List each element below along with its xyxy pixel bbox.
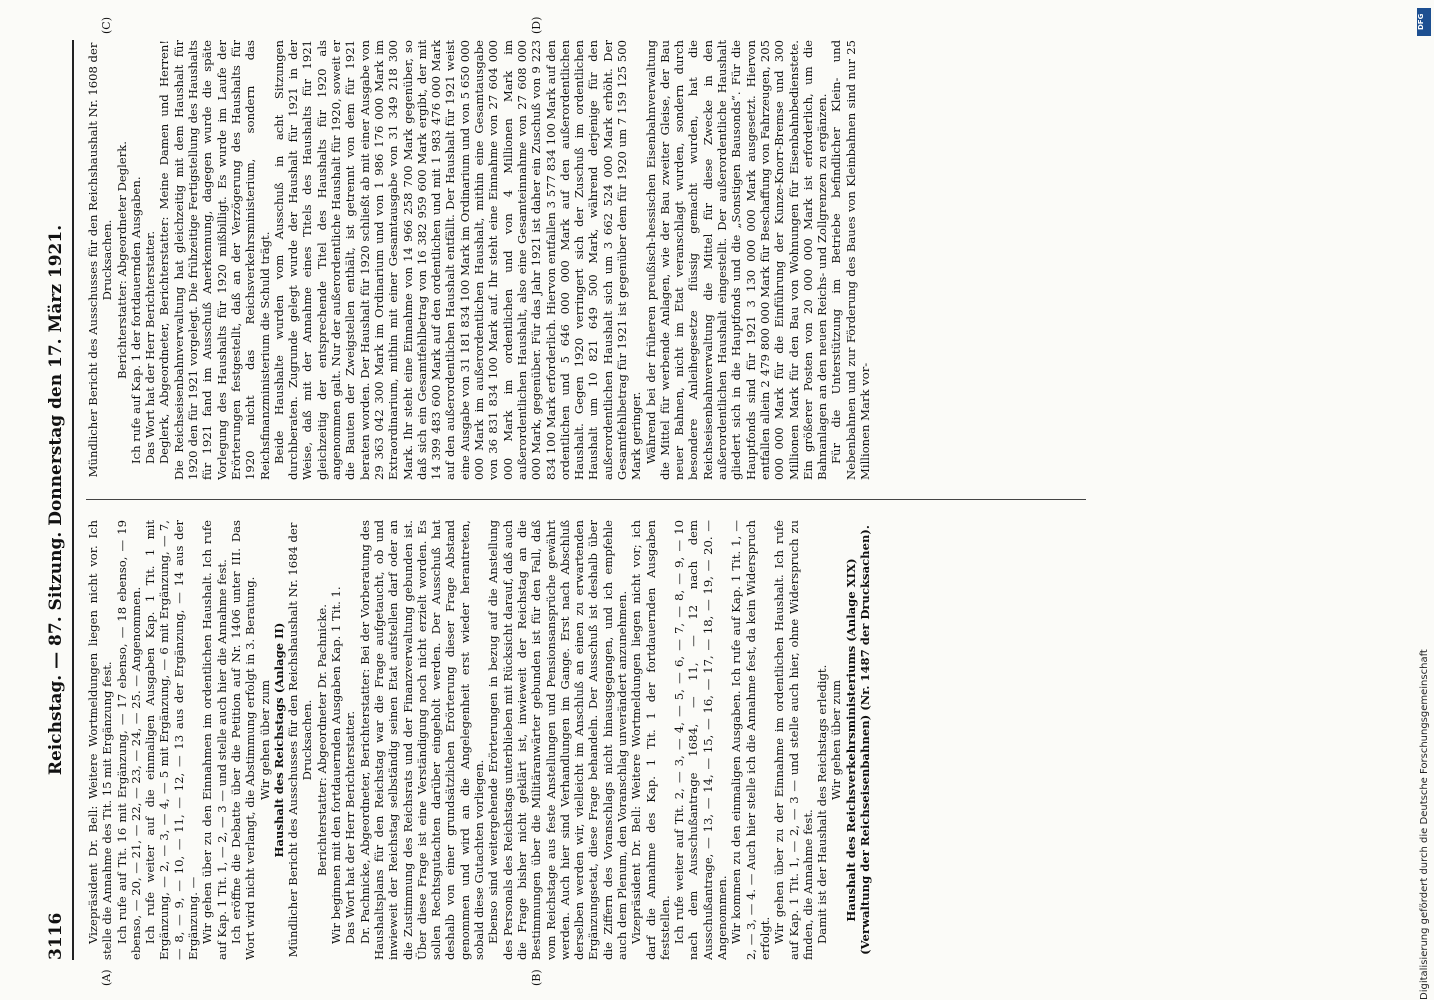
paragraph: Ebenso sind weitergehende Erörterungen in bezug auf die Anstellung des Personals des Reichstags unterblieben mit Rücksicht darauf, daß auch die Frage bisher nicht geklärt ist, inwieweit der Reichstag an die Bestimmungen über die Militäranwärter gebunden ist für den Fall, daß vom Reichstage aus feste Anstellungen und Pensionsansprüche gewährt werden. Auch hier sind Verhandlungen im Gange. Erst nach Abschluß derselben werden wir, vielleicht im Anschluß an einen zu erwartenden Ergänzungsetat, diese Frage behandeln. Der Ausschuß ist deshalb über die Ziffern des Voranschlags nicht hinausgegangen, und ich empfehle auch dem Plenum, den Voranschlag unverändert anzunehmen.: [486, 520, 629, 960]
paragraph: Wir gehen über zu den Einnahmen im ordentlichen Haushalt. Ich rufe auf Kap. 1 Tit. 1, — 2, — 3 — und stelle auch hier die Annahme fest.: [200, 520, 229, 960]
paragraph: Das Wort hat der Herr Berichterstatter.: [343, 710, 358, 944]
paragraph: Wir gehen über zum: [257, 680, 272, 800]
paragraph: Deglerk, Abgeordneter, Berichterstatter: Meine Damen und Herren! Die Reichseisenbahnverwaltung hat gleichzeitig mit dem Haushalt für 1920 den für 1921 vorgelegt. Die frühzeitige Fertigstellung des Haushalts für 1921 fand im Ausschuß Anerkennung, dagegen wurde die späte Vorlegung des Haushalts für 1920 mißbilligt. Es wurde im Laufe der Erörterungen festgestellt, daß an der Verzögerung des Haushalts für 1920 nicht das Reichsverkehrsministerium, sondern das Reichsfinanzministerium die Schuld trägt.: [157, 40, 272, 480]
paragraph: Das Wort hat der Herr Berichterstatter.: [143, 230, 158, 464]
paragraph: Damit ist der Haushalt des Reichstags erledigt.: [815, 664, 830, 944]
paragraph: Ich rufe auf Kap. 1 der fortdauernden Ausgaben.: [128, 176, 143, 464]
paragraph: Mündlicher Bericht des Ausschusses für den Reichshaushalt Nr. 1608 der Drucksachen.: [86, 42, 115, 478]
page-header: [42, 40, 74, 960]
paragraph: Für die Unterstützung im Betriebe befindlicher Klein- und Nebenbahnen und zur Förderung des Baues von Kleinbahnen sind nur 25 Millionen Mark vor-: [829, 40, 873, 480]
paragraph: Ich eröffne die Debatte über die Petition auf Nr. 1406 unter III. Das Wort wird nicht verlangt, die Abstimmung erfolgt in 3. Beratung.: [228, 520, 258, 960]
paragraph: Ich rufe weiter auf Tit. 2, — 3, — 4, — 5, — 6, — 7, — 8, — 9, — 10 nach dem Ausschußantrage 1684, — 11, — 12 nach dem Ausschußantrage, — 13, — 14, — 15, — 16, — 17, — 18, — 19, — 20. — Angenommen.: [672, 520, 730, 960]
paragraph: Ich rufe weiter auf die einmaligen Ausgaben Kap. 1 Tit. 1 mit Ergänzung, — 2, — 3, — 4, — 5 mit Ergänzung, — 6 mit Ergänzung, — 7, — 8, — 9, — 10, — 11, — 12, — 13 aus der Ergänzung, — 14 aus der Ergänzung. —: [143, 520, 201, 960]
paragraph: Mündlicher Bericht des Ausschusses für den Reichshaushalt Nr. 1684 der Drucksachen.: [286, 522, 315, 958]
paragraph: Beide Haushalte wurden vom Ausschuß in acht Sitzungen durchberaten. Zugrunde gelegt wurde der Haushalt für 1921 in der Weise, daß mit der Annahme eines Titels des Haushalts für 1921 gleichzeitig der entsprechende Titel des Haushalts für 1920 als angenommen galt. Nur der außerordentliche Haushalt für 1920, soweit er die Bauten der Zweigstellen enthält, ist getrennt von dem für 1921 beraten worden. Der Haushalt für 1920 schließt ab mit einer Ausgabe von 29 363 042 300 Mark im Ordinarium und von 1 986 176 000 Mark im Extraordinarium, mithin mit einer Gesamtausgabe von 31 349 218 300 Mark. Ihr steht eine Einnahme von 14 966 258 700 Mark gegenüber, so daß sich ein Gesamtfehlbetrag von 16 382 959 600 Mark ergibt, der mit 14 399 483 600 Mark auf den ordentlichen und mit 1 983 476 000 Mark auf den außerordentlichen Haushalt entfällt. Der Haushalt für 1921 weist eine Ausgabe von 31 181 834 100 Mark im Ordinarium und von 5 650 000 000 Mark im außerordentlichen Haushalt, mithin eine Gesamtausgabe von 36 831 834 100 Mark auf. Ihr steht eine Einnahme von 27 604 000 000 Mark im ordentlichen und von 4 Millionen Mark im außerordentlichen Haushalt, also eine Gesamteinnahme von 27 608 000 000 Mark, gegenüber. Für das Jahr 1921 ist daher ein Zuschuß von 9 223 834 100 Mark erforderlich. Hiervon entfallen 3 577 834 100 Mark auf den ordentlichen und 5 646 000 000 Mark auf den außerordentlichen Haushalt. Gegen 1920 verringert sich der Zuschuß im ordentlichen Haushalt um 10 821 649 500 Mark, während derjenige für den außerordentlichen Haushalt sich um 3 662 524 000 Mark erhöht. Der Gesamtfehlbetrag für 1921 ist gegenüber dem für 1920 um 7 159 125 500 Mark geringer.: [271, 40, 644, 480]
right-column: [86, 40, 1086, 480]
section-heading: Haushalt des Reichstags (Anlage II): [271, 622, 286, 858]
digitization-note: Digitalisierung gefördert durch die Deutsche Forschungsgemeinschaft: [1419, 649, 1430, 1000]
dfg-logo: DFG: [1417, 8, 1431, 36]
paragraph: Vizepräsident Dr. Bell: Weitere Wortmeldungen liegen nicht vor; ich darf die Annahme des Kap. 1 Tit. 1 der fortdauernden Ausgaben feststellen.: [629, 520, 672, 960]
paragraph: Berichterstatter: Abgeordneter Dr. Pachnicke.: [314, 604, 329, 876]
paragraph: Wir gehen über zu der Einnahme im ordentlichen Haushalt. Ich rufe auf Kap. 1 Tit. 1, — 2, — 3 — und stelle auch hier, ohne Widerspruch zu finden, die Annahme fest.: [772, 520, 815, 960]
paragraph: Berichterstatter: Abgeordneter Deglerk.: [114, 141, 129, 379]
paragraph: Vizepräsident Dr. Bell: Weitere Wortmeldungen liegen nicht vor. Ich stelle die Annahme des Tit. 15 mit Ergänzung fest.: [86, 520, 115, 960]
margin-marker-c: (C): [100, 17, 113, 34]
margin-marker-a: (A): [100, 969, 113, 986]
paragraph: Wir gehen über zum: [829, 680, 844, 800]
column-divider: [86, 499, 1086, 500]
margin-marker-b: (B): [530, 969, 543, 986]
paragraph: Während bei der früheren preußisch-hessischen Eisenbahnverwaltung die Mittel für werbende Anlagen, wie der Bau zweiter Gleise, der Bau neuer Bahnen, nicht im Etat veranschlagt wurden, sondern durch besondere Anleihegesetze flüssig gemacht wurden, hat die Reichseisenbahnverwaltung die Mittel für diese Zwecke in den außerordentlichen Haushalt eingestellt. Der außerordentliche Haushalt gliedert sich in die Hauptfonds und die „Sonstigen Bausonds“. Für die Hauptfonds sind für 1921 3 130 000 000 Mark ausgesetzt. Hiervon entfallen allein 2 479 800 000 Mark für Beschaffung von Fahrzeugen, 205 000 000 Mark für die Einführung der Kunze-Knorr-Bremse und 300 Millionen Mark für den Bau von Wohnungen für Eisenbahnbedienstete. Ein größerer Posten von 20 000 000 Mark ist erforderlich, um die Bahnanlagen an den neuen Reichs- und Zollgrenzen zu ergänzen.: [643, 40, 830, 480]
page-number: 3116: [46, 912, 66, 960]
paragraph: Dr. Pachnicke, Abgeordneter, Berichterstatter: Bei der Vorberatung des Haushaltsplans für den Reichstag war die Frage aufgetaucht, ob und inwieweit der Reichstag selbständig seinen Etat aufstellen darf oder an die Zustimmung des Reichsrats und der Finanzverwaltung gebunden ist. Über diese Frage ist eine Verständigung noch nicht erzielt worden. Es sollen Rechtsgutachten darüber eingeholt werden. Der Ausschuß hat deshalb von einer grundsätzlichen Erörterung dieser Frage Abstand genommen und wird an die Angelegenheit erst wieder herantreten, sobald diese Gutachten vorliegen.: [357, 520, 487, 960]
left-column: [86, 520, 1126, 960]
page-title: Reichstag. — 87. Sitzung. Donnerstag den 17. März 1921.: [46, 224, 66, 776]
paragraph: Wir beginnen mit den fortdauernden Ausgaben Kap. 1 Tit. 1.: [329, 586, 344, 944]
margin-marker-d: (D): [530, 16, 543, 34]
paragraph: Wir kommen zu den einmaligen Ausgaben. Ich rufe auf Kap. 1 Tit. 1, — 2, — 3, — 4. — Auch hier stelle ich die Annahme fest, da kein Widerspruch erfolgt.: [729, 520, 772, 960]
section-heading: Haushalt des Reichsverkehrsministeriums (Anlage XIX) (Verwaltung der Reichseisenbahnen) (Nr. 1487 der Drucksachen).: [843, 525, 873, 955]
paragraph: Ich rufe auf Tit. 16 mit Ergänzung, — 17 ebenso, — 18 ebenso, — 19 ebenso, — 20, — 21, — 22, — 23, — 24, — 25. — Angenommen.: [114, 520, 143, 960]
